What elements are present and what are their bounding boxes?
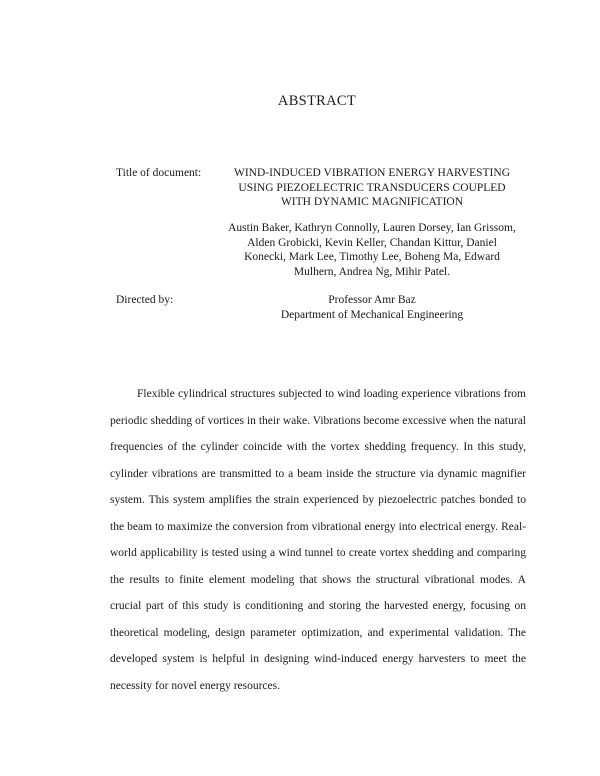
title-label: Title of document: <box>116 167 202 179</box>
abstract-line: developed system is helpful in designing wind-induced energy harvesters to meet the <box>110 653 526 665</box>
abstract-heading: ABSTRACT <box>277 93 357 109</box>
author-line: Konecki, Mark Lee, Timothy Lee, Boheng Ma, Edward <box>244 251 500 263</box>
author-line: Mulhern, Andrea Ng, Mihir Patel. <box>293 265 451 278</box>
abstract-line: world applicability is tested using a wind tunnel to create vortex shedding and comparing <box>110 547 526 559</box>
abstract-line: Flexible cylindrical structures subjected to wind loading experience vibrations from <box>137 388 526 400</box>
abstract-line: system. This system amplifies the strain experienced by piezoelectric patches bonded to <box>110 494 526 506</box>
director-info <box>224 293 520 322</box>
abstract-line: crucial part of this study is conditioning and storing the harvested energy, focusing on <box>110 600 526 612</box>
directed-by-label: Directed by: <box>116 294 174 306</box>
title-line: WIND-INDUCED VIBRATION ENERGY HARVESTING <box>233 167 510 179</box>
abstract-line: periodic shedding of vortices in their wake. Vibrations become excessive when the natural <box>110 414 526 427</box>
title-line: WITH DYNAMIC MAGNIFICATION <box>280 196 464 208</box>
abstract-line: the beam to maximize the conversion from vibrational energy into electrical energy. Real- <box>110 520 526 533</box>
abstract-line: the results to finite element modeling that shows the structural vibrational modes. A <box>110 573 526 586</box>
author-line: Alden Grobicki, Kevin Keller, Chandan Kittur, Daniel <box>247 236 497 249</box>
abstract-body <box>110 381 526 699</box>
director-name: Professor Amr Baz <box>328 294 416 306</box>
document-title <box>224 166 520 210</box>
abstract-line: necessity for novel energy resources. <box>110 679 280 692</box>
abstract-line: theoretical modeling, design parameter optimization, and experimental validation. The <box>110 626 526 639</box>
author-list <box>224 221 520 279</box>
author-line: Austin Baker, Kathryn Connolly, Lauren Dorsey, Ian Grissom, <box>228 222 516 234</box>
abstract-line: cylinder vibrations are transmitted to a beam inside the structure via dynamic magnifier <box>110 467 526 480</box>
abstract-line: frequencies of the cylinder coincide with the vortex shedding frequency. In this study, <box>110 441 526 453</box>
director-department: Department of Mechanical Engineering <box>280 308 464 321</box>
title-line: USING PIEZOELECTRIC TRANSDUCERS COUPLED <box>238 181 506 194</box>
